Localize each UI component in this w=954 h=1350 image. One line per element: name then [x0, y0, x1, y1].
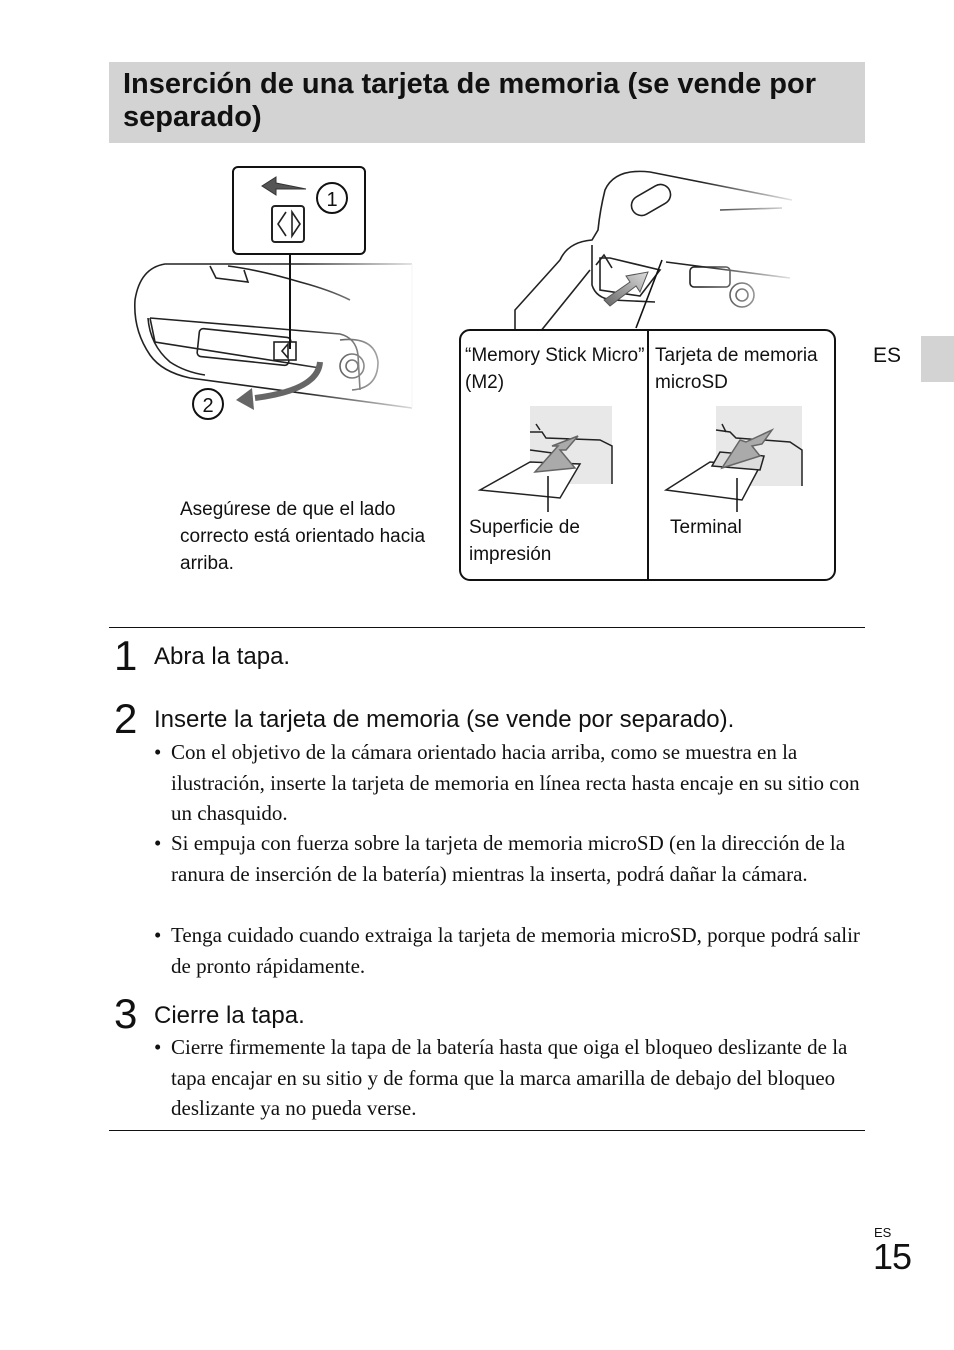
step-1-number: 1 [114, 632, 138, 679]
page-number: 15 [873, 1236, 912, 1277]
caption-terminal: Terminal [670, 517, 742, 538]
language-tab-label: ES [873, 344, 902, 367]
list-item [154, 828, 864, 889]
caption-microsd: Tarjeta de memoria microSD [655, 345, 818, 393]
bullet-text: Con el objetivo de la cámara orientado hacia arriba, como se muestra en la ilustración, inserte la tarjeta de memoria en línea recta hasta encaje en su sitio con un chasquido. [171, 740, 860, 825]
top-rule [109, 627, 865, 628]
footer-language: ES [874, 1225, 892, 1240]
marker-two: 2 [202, 395, 214, 417]
step-1-text: Abra la tapa. [154, 643, 291, 670]
bullet-text: Si empuja con fuerza sobre la tarjeta de memoria microSD (en la dirección de la ranura de inserción de la batería) mientras la inserta, podrá dañar la cámara. [171, 831, 846, 886]
caption-memory-stick: “Memory Stick Micro” (M2) [465, 345, 645, 393]
bullet-dot: • [154, 1035, 162, 1059]
section-title: Inserción de una tarjeta de memoria (se vende por separado) [123, 68, 816, 133]
bottom-rule [109, 1130, 865, 1131]
list-item [154, 737, 864, 829]
bullet-text: Tenga cuidado cuando extraiga la tarjeta de memoria microSD, porque podrá salir de pronto rápidamente. [171, 923, 860, 978]
bullet-dot: • [154, 831, 162, 855]
bullet-dot: • [154, 740, 162, 764]
list-item [154, 1032, 864, 1124]
bullet-dot: • [154, 923, 162, 947]
section-title-band [109, 62, 865, 143]
caption-orientation: Asegúrese de que el lado correcto está orientado hacia arriba. [180, 499, 426, 574]
step-2-number: 2 [114, 695, 138, 742]
insertion-illustration [0, 150, 954, 610]
step-3-text: Cierre la tapa. [154, 1002, 305, 1029]
caption-print-surface: Superficie de impresión [469, 517, 580, 565]
bullet-text: Cierre firmemente la tapa de la batería hasta que oiga el bloqueo deslizante de la tapa encajar en su sitio y de forma que la marca amarilla de debajo del bloqueo deslizante ya no pueda verse. [171, 1035, 848, 1120]
list-item [154, 920, 864, 981]
step-2-text: Inserte la tarjeta de memoria (se vende por separado). [154, 706, 735, 733]
step-3-number: 3 [114, 990, 138, 1037]
marker-one: 1 [326, 189, 338, 211]
